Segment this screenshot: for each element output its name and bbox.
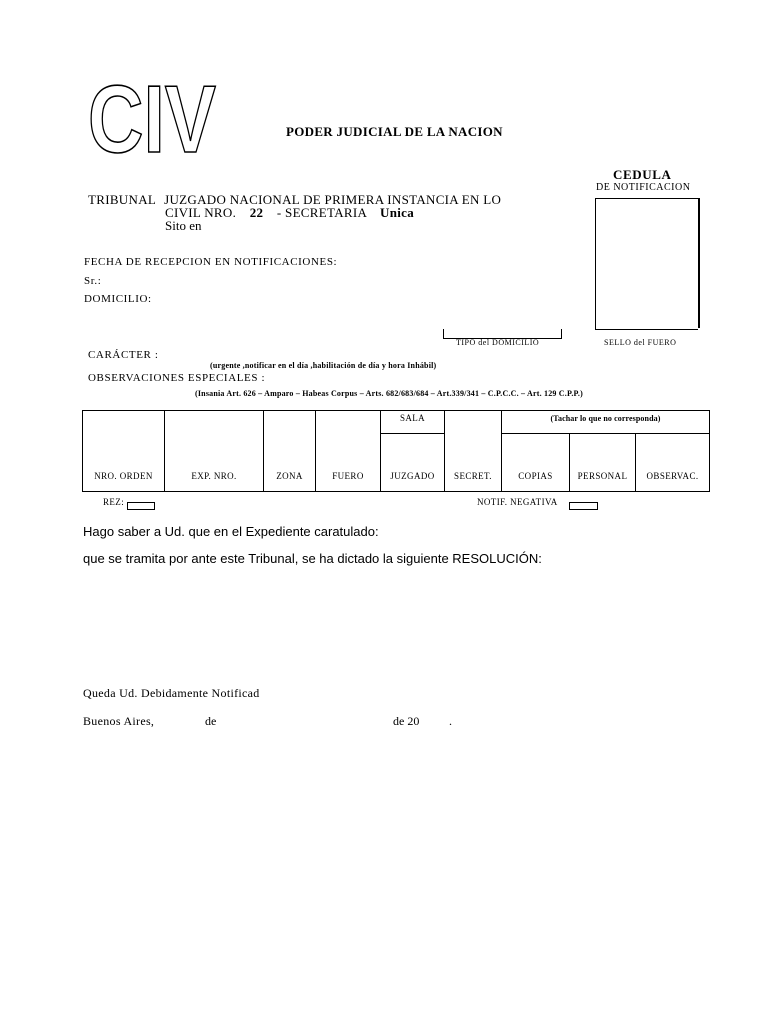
seal-box <box>595 198 698 330</box>
cell-blank <box>316 434 381 461</box>
cell-blank <box>264 411 316 434</box>
notif-negativa-label: NOTIF. NEGATIVA <box>477 497 558 507</box>
civ-logo <box>88 66 220 173</box>
logo-text: CIV <box>88 66 216 173</box>
col-zona: ZONA <box>264 460 316 492</box>
tribunal-juzgado: JUZGADO NACIONAL DE PRIMERA INSTANCIA EN LO <box>164 192 502 207</box>
cell-blank <box>570 434 636 461</box>
sito-en: Sito en <box>165 218 202 233</box>
secretaria-value: Unica <box>380 205 415 220</box>
cell-blank <box>316 411 381 434</box>
buenos-aires-label: Buenos Aires, <box>83 714 155 728</box>
cell-blank <box>445 434 502 461</box>
cell-blank <box>165 411 264 434</box>
caracter-label: CARÁCTER : <box>88 349 159 361</box>
col-secret: SECRET. <box>445 460 502 492</box>
sello-fuero-label: SELLO del FUERO <box>604 338 677 347</box>
sr-label: Sr.: <box>84 275 102 287</box>
sala-header: SALA <box>381 411 445 434</box>
cell-blank <box>83 411 165 434</box>
col-copias: COPIAS <box>502 460 570 492</box>
tipo-domicilio-label: TIPO del DOMICILIO <box>456 338 540 347</box>
routing-table <box>82 410 710 492</box>
resolucion-text: que se tramita por ante este Tribunal, se ha dictado la siguiente RESOLUCIÓN: <box>83 551 542 566</box>
col-nro-orden: NRO. ORDEN <box>83 460 165 492</box>
cedula-subtitle: DE NOTIFICACION <box>596 182 691 193</box>
notif-negativa-checkbox[interactable] <box>569 502 598 510</box>
date-de-1: de <box>205 714 217 728</box>
civ-logo-mark <box>88 66 220 173</box>
cell-blank <box>636 434 710 461</box>
cell-blank <box>381 434 445 461</box>
col-observac: OBSERVAC. <box>636 460 710 492</box>
tribunal-label: TRIBUNAL <box>88 192 157 207</box>
col-fuero: FUERO <box>316 460 381 492</box>
domicilio-label: DOMICILIO: <box>84 293 152 305</box>
date-de-2: de 20 <box>393 714 420 728</box>
secretaria-label: - SECRETARIA <box>276 205 367 220</box>
hago-saber-text: Hago saber a Ud. que en el Expediente caratulado: <box>83 524 379 539</box>
caracter-note: (urgente ,notificar en el día ,habilitación de día y hora Inhábil) <box>210 361 437 370</box>
col-exp-nro: EXP. NRO. <box>165 460 264 492</box>
cell-blank <box>83 434 165 461</box>
queda-notificado-text: Queda Ud. Debidamente Notificad <box>83 686 260 700</box>
rez-checkbox[interactable] <box>127 502 155 510</box>
fecha-recepcion-label: FECHA DE RECEPCION EN NOTIFICACIONES: <box>84 256 338 268</box>
tachar-header: (Tachar lo que no corresponda) <box>502 411 710 434</box>
civil-label: CIVIL NRO. <box>165 205 237 220</box>
cell-blank <box>502 434 570 461</box>
cell-blank <box>165 434 264 461</box>
observaciones-label: OBSERVACIONES ESPECIALES : <box>88 372 266 384</box>
civil-number: 22 <box>249 205 264 220</box>
civil-line <box>165 205 414 221</box>
cedula-title: CEDULA <box>613 167 672 182</box>
col-personal: PERSONAL <box>570 460 636 492</box>
seal-box-edge <box>696 198 700 328</box>
col-juzgado: JUZGADO <box>381 460 445 492</box>
observaciones-note: (Insania Art. 626 – Amparo – Habeas Corpus – Arts. 682/683/684 – Art.339/341 – C.P.C.C. – Art. 129 C.P.P.) <box>195 389 583 398</box>
date-period: . <box>449 714 452 728</box>
page-title: PODER JUDICIAL DE LA NACION <box>286 124 503 139</box>
cell-blank <box>445 411 502 434</box>
rez-label: REZ: <box>103 497 125 507</box>
cell-blank <box>264 434 316 461</box>
